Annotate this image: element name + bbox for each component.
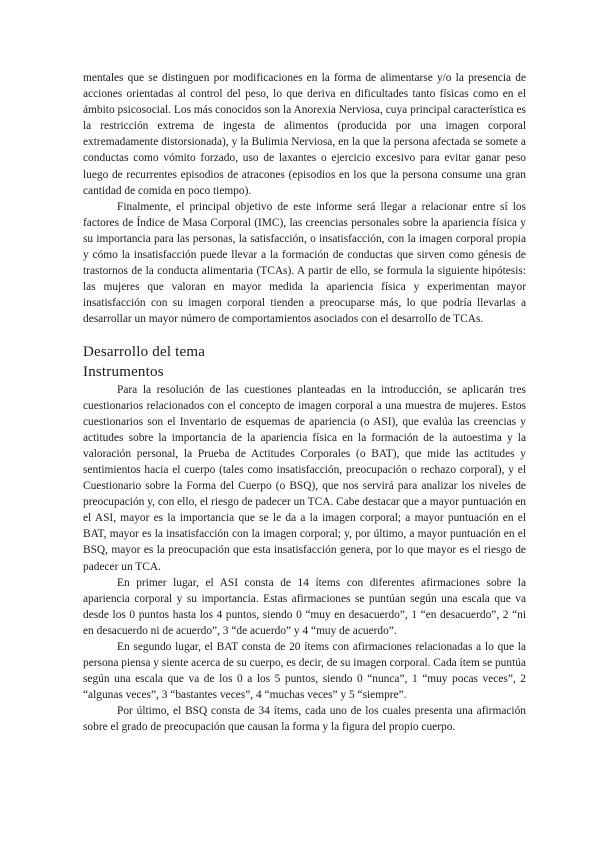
body-paragraph: En segundo lugar, el BAT consta de 20 ítems con afirmaciones relacionadas a lo que la persona piensa y siente acerca de su cuerpo, es decir, de su imagen corporal. Cada ítem se puntúa según una escala que va de los 0 a los 5 puntos, siendo 0 “nunca”, 1 “muy pocas veces”, 2 “algunas veces”, 3 “bastantes veces”, 4 “muchas veces” y 5 “siempre”. [83,641,526,702]
body-paragraph: En primer lugar, el ASI consta de 14 ítems con diferentes afirmaciones sobre la apariencia corporal y su importancia. Estas afirmaciones se puntúan según una escala que va desde los 0 puntos hasta los 4 puntos, siendo 0 “muy en desacuerdo”, 1 “en desacuerdo”, 2 “ni en desacuerdo ni de acuerdo”, 3 “de acuerdo” y 4 “muy de acuerdo”. [83,576,526,637]
document-body [83,70,526,736]
subsection-heading: Instrumentos [83,363,164,380]
body-paragraph: Finalmente, el principal objetivo de este informe será llegar a relacionar entre sí los factores de Índice de Masa Corporal (IMC), las creencias personales sobre la apariencia física y su importancia para las personas, la satisfacción, o insatisfacción, con la imagen corporal propia y cómo la insatisfacción puede llevar a la formación de conductas que sirven como génesis de trastornos de la conducta alimentaria (TCAs). A partir de ello, se formula la siguiente hipótesis: las mujeres que valoran en mayor medida la apariencia física y experimentan mayor insatisfacción con su imagen corporal tienden a preocuparse más, lo que podría llevarlas a desarrollar un mayor número de comportamientos asociados con el desarrollo de TCAs. [83,200,526,326]
section-heading: Desarrollo del tema [83,343,206,360]
body-paragraph: Por último, el BSQ consta de 34 ítems, cada uno de los cuales presenta una afirmación sobre el grado de preocupación que causan la forma y la figura del propio cuerpo. [83,705,526,734]
body-paragraph: mentales que se distinguen por modificaciones en la forma de alimentarse y/o la presencia de acciones orientadas al control del peso, lo que deriva en dificultades tanto físicas como en el ámbito psicosocial. Los más conocidos son la Anorexia Nerviosa, cuya principal característica es la restricción extrema de ingesta de alimentos (producida por una imagen corporal extremadamente distorsionada), y la Bulimia Nerviosa, en la que la persona afectada se somete a conductas como vómito forzado, uso de laxantes o ejercicio excesivo para evitar ganar peso luego de recurrentes episodios de atracones (episodios en los que la persona consume una gran cantidad de comida en poco tiempo). [83,72,526,197]
body-paragraph: Para la resolución de las cuestiones planteadas en la introducción, se aplicarán tres cuestionarios relacionados con el concepto de imagen corporal a una muestra de mujeres. Estos cuestionarios son el Inventario de esquemas de apariencia (o ASI), que evalúa las creencias y actitudes sobre la importancia de la apariencia física en la formación de la autoestima y la valoración personal, la Prueba de Actitudes Corporales (o BAT), que mide las actitudes y sentimientos hacia el cuerpo (tales como insatisfacción, preocupación o rechazo corporal), y el Cuestionario sobre la Forma del Cuerpo (o BSQ), que nos servirá para analizar los niveles de preocupación y, con ello, el riesgo de padecer un TCA. Cabe destacar que a mayor puntuación en el ASI, mayor es la importancia que se le da a la imagen corporal; a mayor puntuación en el BAT, mayor es la insatisfacción con la imagen corporal; y, por último, a mayor puntuación en el BSQ, mayor es la preocupación que esta insatisfacción genera, por lo que mayor es el riesgo de padecer un TCA. [83,383,526,573]
